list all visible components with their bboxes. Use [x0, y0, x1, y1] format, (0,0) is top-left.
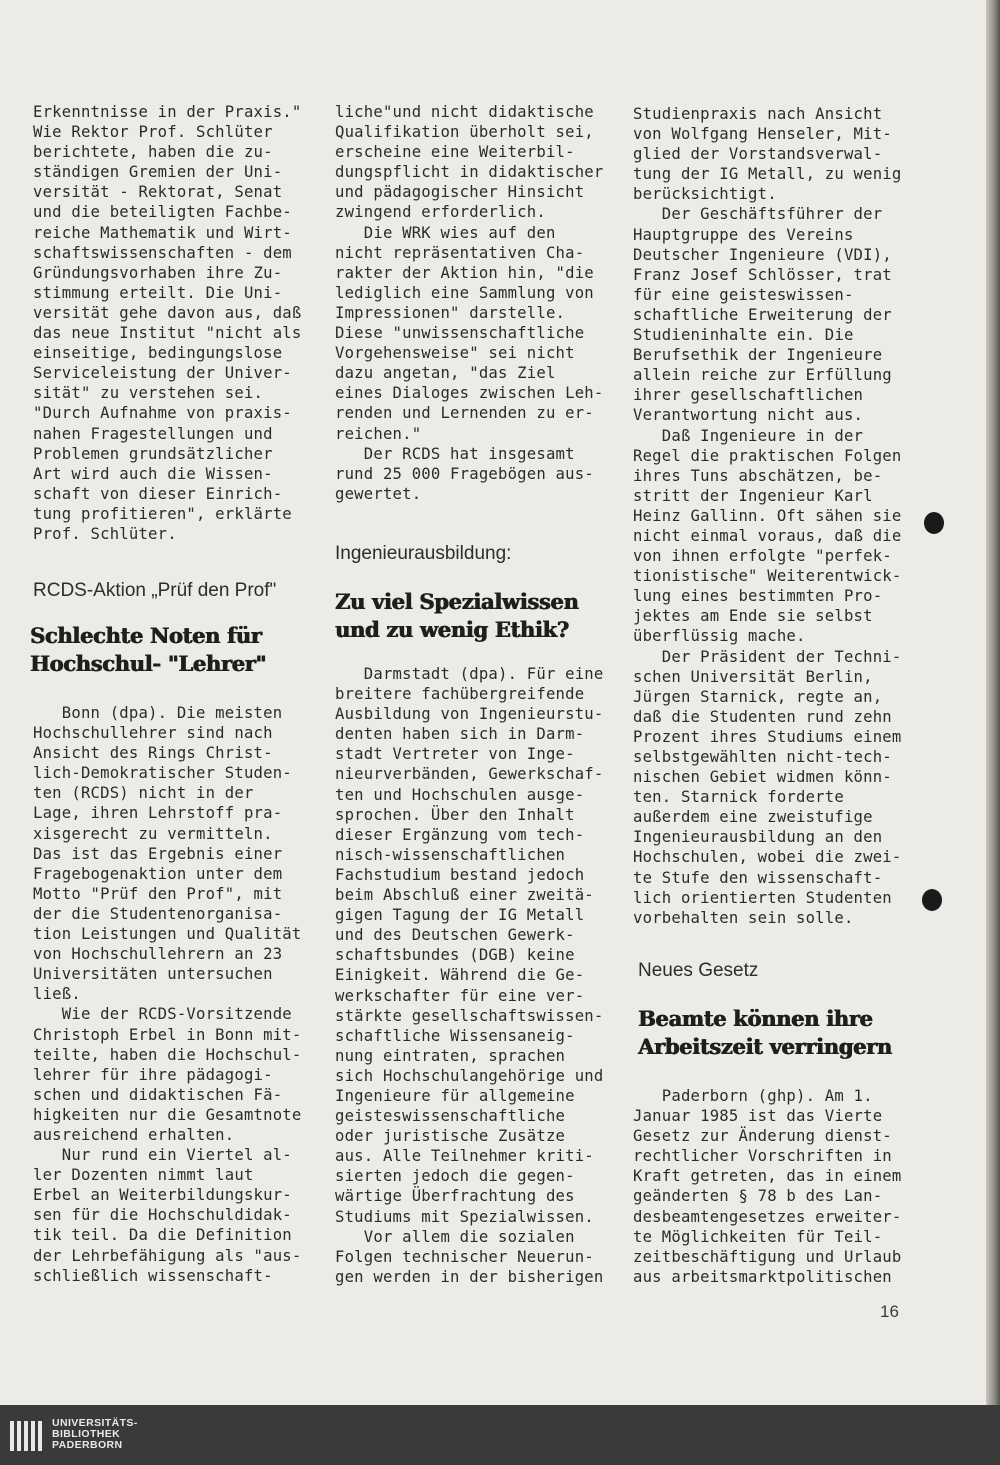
text-line: der Lehrbefähigung als "aus-: [33, 1246, 302, 1265]
text-line: das neue Institut "nicht als: [33, 324, 302, 343]
text-line: tung der IG Metall, zu wenig: [633, 165, 902, 184]
text-line: Art wird auch die Wissen-: [33, 464, 273, 483]
text-line: geänderten § 78 b des Lan-: [633, 1187, 883, 1206]
text-line: nahen Fragestellungen und: [33, 424, 273, 443]
text-line: ständigen Gremien der Uni-: [33, 163, 283, 182]
text-line: Vorgehensweise" sei nicht: [335, 344, 575, 363]
text-line: selbstgewählten nicht-tech-: [633, 748, 892, 766]
text-line: lich orientierten Studenten: [633, 888, 892, 907]
column-3-text-a: [633, 104, 923, 928]
text-line: überflüssig mache.: [633, 627, 806, 646]
gesetz-kicker: Neues Gesetz: [638, 960, 759, 981]
text-line: rechtlicher Vorschriften in: [633, 1147, 892, 1166]
text-line: Das ist das Ergebnis einer: [33, 844, 283, 863]
text-line: Franz Josef Schlösser, trat: [633, 265, 892, 284]
text-line: ler Dozenten nimmt laut: [33, 1166, 254, 1185]
text-line: einseitige, bedingungslose: [33, 344, 283, 363]
text-line: liche"und nicht didaktische: [335, 103, 594, 121]
text-line: Wie der RCDS-Vorsitzende: [33, 1005, 292, 1024]
text-line: Gründungsvorhaben ihre Zu-: [33, 263, 283, 282]
text-line: ten (RCDS) nicht in der: [33, 784, 254, 803]
text-line: rund 25 000 Fragebögen aus-: [335, 464, 594, 483]
text-line: Studienpraxis nach Ansicht: [633, 105, 883, 123]
rcds-headline-line-1: Schlechte Noten für: [30, 623, 262, 648]
text-line: denten haben sich in Darm-: [335, 725, 585, 744]
text-line: tion Leistungen und Qualität: [33, 925, 302, 944]
library-name-line-1: UNIVERSITÄTS-: [52, 1417, 138, 1429]
column-3-text-b: [633, 1086, 923, 1287]
text-line: und des Deutschen Gewerk-: [335, 926, 575, 945]
text-line: versität gehe davon aus, daß: [33, 303, 302, 322]
text-line: Erbel an Weiterbildungskur-: [33, 1186, 292, 1205]
text-line: und die beteiligten Fachbe-: [33, 203, 292, 222]
text-line: Studieninhalte ein. Die: [633, 326, 854, 345]
text-line: Universitäten untersuchen: [33, 965, 273, 984]
text-line: tik teil. Da die Definition: [33, 1226, 292, 1245]
text-line: Ansicht des Rings Christ-: [33, 744, 273, 763]
text-line: stritt der Ingenieur Karl: [633, 486, 873, 505]
text-line: gigen Tagung der IG Metall: [335, 906, 585, 925]
text-line: higkeiten nur die Gesamtnote: [33, 1105, 302, 1124]
text-line: Hochschulen, wobei die zwei-: [633, 848, 902, 867]
text-line: Daß Ingenieure in der: [633, 426, 864, 445]
text-line: teilte, haben die Hochschul-: [33, 1045, 302, 1064]
text-line: ihres Tuns abschätzen, be-: [633, 466, 883, 485]
text-line: Der Geschäftsführer der: [633, 205, 883, 224]
ingenieur-headline-line-2: und zu wenig Ethik?: [335, 617, 569, 642]
text-line: sierten jedoch die gegen-: [335, 1167, 575, 1186]
text-line: renden und Lernenden zu er-: [335, 404, 594, 423]
text-line: Der Präsident der Techni-: [633, 647, 902, 666]
text-line: für eine geisteswissen-: [633, 285, 854, 304]
text-line: te Stufe den wissenschaft-: [633, 868, 883, 887]
text-line: der die Studentenorganisa-: [33, 904, 283, 923]
text-line: allein reiche zur Erfüllung: [633, 366, 892, 385]
text-line: nieurverbänden, Gewerkschaf-: [335, 765, 604, 784]
text-line: reiche Mathematik und Wirt-: [33, 223, 292, 242]
text-line: Erkenntnisse in der Praxis.": [33, 103, 302, 121]
text-line: Ingenieure für allgemeine: [335, 1086, 575, 1105]
text-line: reichen.": [335, 424, 422, 443]
text-line: vorbehalten sein solle.: [633, 908, 854, 927]
gesetz-headline-line-2: Arbeitszeit verringern: [638, 1034, 892, 1059]
text-line: schaftswissenschaften - dem: [33, 243, 292, 262]
ingenieur-kicker: Ingenieurausbildung:: [335, 543, 512, 564]
library-footer: [0, 1405, 1000, 1465]
text-line: nung eintraten, sprachen: [335, 1046, 566, 1065]
text-line: schaftliche Wissensaneig-: [335, 1026, 575, 1045]
text-line: Regel die praktischen Folgen: [633, 446, 902, 465]
text-line: Hochschullehrer sind nach: [33, 724, 273, 743]
text-line: Ingenieurausbildung an den: [633, 828, 883, 847]
punch-hole-top: [924, 512, 944, 534]
text-line: berichtete, haben die zu-: [33, 143, 273, 162]
text-line: Serviceleistung der Univer-: [33, 364, 292, 383]
text-line: ten. Starnick forderte: [633, 788, 844, 807]
text-line: lediglich eine Sammlung von: [335, 283, 594, 302]
column-2-text-b: [335, 664, 620, 1287]
text-line: berücksichtigt.: [633, 185, 777, 204]
text-line: rakter der Aktion hin, "die: [335, 263, 594, 282]
text-line: Impressionen" darstelle.: [335, 303, 566, 322]
text-line: tung profitieren", erklärte: [33, 504, 292, 523]
text-line: Prozent ihres Studiums einem: [633, 727, 902, 746]
text-line: nicht repräsentativen Cha-: [335, 243, 585, 262]
text-line: breitere fachübergreifende: [335, 685, 585, 704]
text-line: aus. Alle Teilnehmer kriti-: [335, 1147, 594, 1166]
text-line: te Möglichkeiten für Teil-: [633, 1227, 883, 1246]
library-logo-icon: [8, 1419, 44, 1455]
text-line: xisgerecht zu vermitteln.: [33, 824, 273, 843]
text-line: Qualifikation überholt sei,: [335, 123, 594, 142]
text-line: von Wolfgang Henseler, Mit-: [633, 125, 892, 144]
text-line: dieser Ergänzung vom tech-: [335, 825, 585, 844]
text-line: Einigkeit. Während die Ge-: [335, 966, 585, 985]
text-line: lich-Demokratischer Studen-: [33, 764, 292, 783]
text-line: nisch-wissenschaftlichen: [335, 845, 566, 864]
gesetz-headline-line-1: Beamte können ihre: [638, 1006, 873, 1031]
text-line: Darmstadt (dpa). Für eine: [335, 665, 604, 683]
text-line: stimmung erteilt. Die Uni-: [33, 283, 283, 302]
text-line: Fachstudium bestand jedoch: [335, 865, 585, 884]
page-edge-shadow: [986, 0, 1000, 1405]
rcds-kicker: RCDS-Aktion „Prüf den Prof": [33, 580, 277, 601]
text-line: Ausbildung von Ingenieurstu-: [335, 705, 604, 724]
text-line: Diese "unwissenschaftliche: [335, 324, 585, 343]
library-name-line-3: PADERBORN: [52, 1439, 123, 1451]
column-1-text-a: [33, 102, 318, 544]
text-line: nicht einmal voraus, daß die: [633, 526, 902, 545]
text-line: sprochen. Über den Inhalt: [335, 805, 575, 824]
text-line: Nur rund ein Viertel al-: [33, 1146, 292, 1165]
text-line: Vor allem die sozialen: [335, 1227, 575, 1246]
text-line: schaftliche Erweiterung der: [633, 305, 892, 324]
text-line: Wie Rektor Prof. Schlüter: [33, 123, 273, 142]
text-line: Deutscher Ingenieure (VDI),: [633, 245, 892, 264]
text-line: Jürgen Starnick, regte an,: [633, 687, 883, 706]
text-line: sen für die Hochschuldidak-: [33, 1206, 292, 1225]
text-line: sich Hochschulangehörige und: [335, 1066, 604, 1085]
text-line: Verantwortung nicht aus.: [633, 406, 864, 425]
text-line: lehrer für ihre pädagogi-: [33, 1065, 273, 1084]
text-line: Kraft getreten, das in einem: [633, 1167, 902, 1186]
text-line: beim Abschluß einer zweitä-: [335, 886, 594, 905]
text-line: geisteswissenschaftliche: [335, 1107, 566, 1126]
text-line: Heinz Gallinn. Oft sähen sie: [633, 506, 902, 525]
text-line: nischen Gebiet widmen könn-: [633, 768, 892, 787]
text-line: von Hochschullehrern an 23: [33, 945, 283, 964]
library-name-line-2: BIBLIOTHEK: [52, 1428, 121, 1440]
text-line: ihrer gesellschaftlichen: [633, 386, 864, 405]
text-line: ten und Hochschulen ausge-: [335, 785, 585, 804]
text-line: ließ.: [33, 985, 81, 1004]
text-line: Hauptgruppe des Vereins: [633, 225, 854, 244]
text-line: glied der Vorstandsverwal-: [633, 145, 883, 164]
column-1-text-b: [33, 703, 318, 1286]
text-line: dazu angetan, "das Ziel: [335, 364, 556, 383]
text-line: Paderborn (ghp). Am 1.: [633, 1087, 873, 1105]
text-line: schließlich wissenschaft-: [33, 1266, 273, 1285]
text-line: Gesetz zur Änderung dienst-: [633, 1127, 892, 1146]
text-line: zeitbeschäftigung und Urlaub: [633, 1247, 902, 1266]
text-line: Christoph Erbel in Bonn mit-: [33, 1025, 302, 1044]
text-line: zwingend erforderlich.: [335, 203, 546, 222]
text-line: ausreichend erhalten.: [33, 1125, 235, 1144]
text-line: gewertet.: [335, 484, 422, 503]
text-line: wärtige Überfrachtung des: [335, 1187, 575, 1206]
text-line: Bonn (dpa). Die meisten: [33, 704, 283, 722]
column-2-text-a: [335, 102, 620, 504]
text-line: jektes am Ende sie selbst: [633, 607, 873, 626]
text-line: Studiums mit Spezialwissen.: [335, 1207, 594, 1226]
text-line: und pädagogischer Hinsicht: [335, 183, 585, 202]
text-line: dungspflicht in didaktischer: [335, 163, 604, 182]
text-line: desbeamtengesetzes erweiter-: [633, 1207, 902, 1226]
text-line: sität" zu verstehen sei.: [33, 384, 264, 403]
text-line: Berufsethik der Ingenieure: [633, 346, 883, 365]
rcds-headline-line-2: Hochschul- "Lehrer": [30, 651, 267, 676]
text-line: tionistische" Weiterentwick-: [633, 567, 902, 586]
text-line: Motto "Prüf den Prof", mit: [33, 884, 283, 903]
text-line: von ihnen erfolgte "perfek-: [633, 547, 892, 566]
text-line: lung eines bestimmten Pro-: [633, 587, 883, 606]
text-line: Problemen grundsätzlicher: [33, 444, 273, 463]
text-line: Lage, ihren Lehrstoff pra-: [33, 804, 283, 823]
text-line: schaft von dieser Einrich-: [33, 484, 283, 503]
text-line: Die WRK wies auf den: [335, 223, 556, 242]
text-line: Folgen technischer Neuerun-: [335, 1247, 594, 1266]
text-line: Der RCDS hat insgesamt: [335, 444, 575, 463]
text-line: erscheine eine Weiterbil-: [335, 143, 575, 162]
text-line: stadt Vertreter von Inge-: [335, 745, 575, 764]
text-line: oder juristische Zusätze: [335, 1127, 566, 1146]
text-line: aus arbeitsmarktpolitischen: [633, 1267, 892, 1286]
ingenieur-headline-line-1: Zu viel Spezialwissen: [335, 589, 579, 614]
text-line: "Durch Aufnahme von praxis-: [33, 404, 292, 423]
text-line: schaftsbundes (DGB) keine: [335, 946, 575, 965]
text-line: schen Universität Berlin,: [633, 667, 873, 686]
text-line: Januar 1985 ist das Vierte: [633, 1107, 883, 1126]
text-line: Fragebogenaktion unter dem: [33, 864, 283, 883]
text-line: versität - Rektorat, Senat: [33, 183, 283, 202]
text-line: daß die Studenten rund zehn: [633, 707, 892, 726]
page-number: 16: [880, 1302, 899, 1321]
text-line: außerdem eine zweistufige: [633, 808, 873, 827]
text-line: stärkte gesellschaftswissen-: [335, 1006, 604, 1025]
library-name: [52, 1418, 138, 1451]
text-line: schen und didaktischen Fä-: [33, 1085, 283, 1104]
text-line: werkschafter für eine ver-: [335, 986, 585, 1005]
text-line: eines Dialoges zwischen Leh-: [335, 384, 604, 403]
punch-hole-bottom: [922, 889, 942, 911]
text-line: gen werden in der bisherigen: [335, 1267, 604, 1286]
text-line: Prof. Schlüter.: [33, 524, 177, 543]
